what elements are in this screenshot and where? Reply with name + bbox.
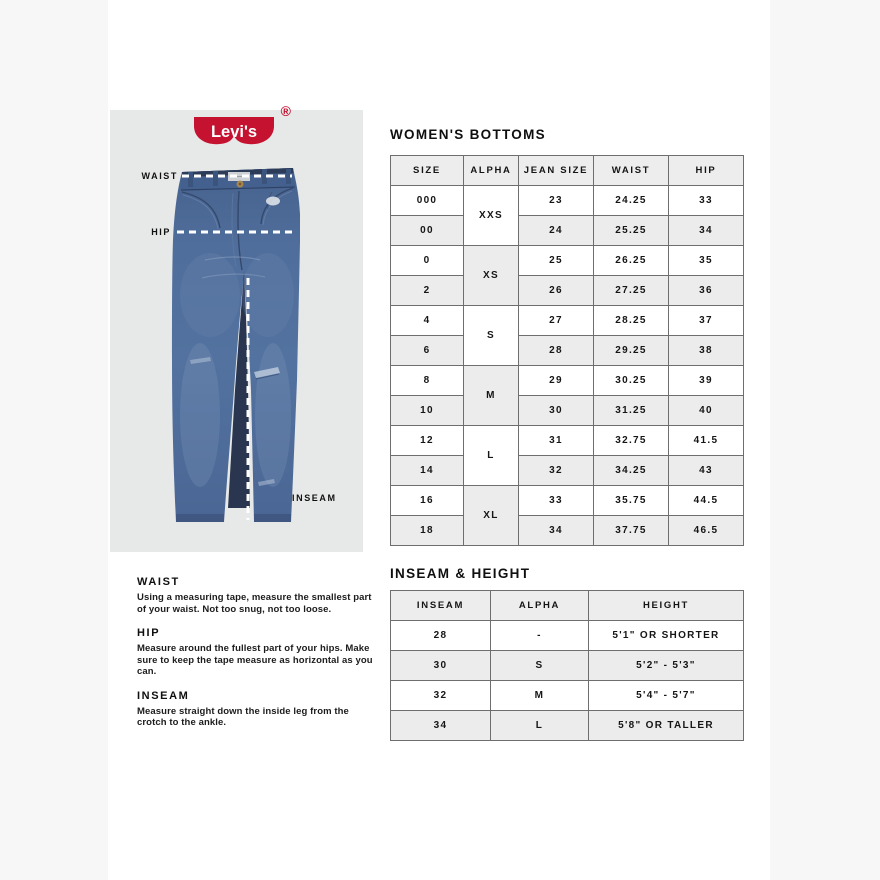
column-header: WAIST: [594, 156, 669, 186]
waist-cell: 28.25: [594, 306, 669, 336]
alpha-group-cell: XL: [464, 486, 519, 546]
instruction-text: Measure straight down the inside leg from the crotch to the ankle.: [137, 705, 349, 728]
instruction-heading: INSEAM: [137, 689, 190, 702]
column-header: INSEAM: [391, 591, 491, 621]
table-row: [391, 516, 744, 546]
jean-size-cell: 29: [519, 366, 594, 396]
waist-cell: 31.25: [594, 396, 669, 426]
alpha-cell: S: [491, 651, 589, 681]
size-cell: 16: [391, 486, 464, 516]
waist-cell: 30.25: [594, 366, 669, 396]
hip-cell: 34: [669, 216, 744, 246]
hip-cell: 41.5: [669, 426, 744, 456]
height-cell: 5'1" OR SHORTER: [589, 621, 744, 651]
hip-cell: 44.5: [669, 486, 744, 516]
instruction-text: Using a measuring tape, measure the smallest part of your waist. Not too snug, not too loose.: [137, 592, 372, 615]
height-cell: 5'8" OR TALLER: [589, 711, 744, 741]
inseam-cell: 34: [391, 711, 491, 741]
jean-size-cell: 25: [519, 246, 594, 276]
column-header: HEIGHT: [589, 591, 744, 621]
alpha-group-cell: XXS: [464, 186, 519, 246]
hip-cell: 46.5: [669, 516, 744, 546]
waist-label: WAIST: [141, 171, 178, 181]
table-row: [391, 336, 744, 366]
alpha-group-cell: L: [464, 426, 519, 486]
waist-cell: 24.25: [594, 186, 669, 216]
hip-cell: 38: [669, 336, 744, 366]
size-cell: 8: [391, 366, 464, 396]
column-header: JEAN SIZE: [519, 156, 594, 186]
column-header: ALPHA: [491, 591, 589, 621]
table-row: [391, 681, 744, 711]
bottoms-table-title: WOMEN'S BOTTOMS: [390, 127, 546, 142]
jean-size-cell: 27: [519, 306, 594, 336]
inseam-table-title: INSEAM & HEIGHT: [390, 566, 531, 581]
table-row: [391, 711, 744, 741]
waist-cell: 35.75: [594, 486, 669, 516]
size-cell: 12: [391, 426, 464, 456]
inseam-label: INSEAM: [292, 493, 337, 503]
inseam-cell: 30: [391, 651, 491, 681]
height-cell: 5'4" - 5'7": [589, 681, 744, 711]
size-cell: 000: [391, 186, 464, 216]
table-row: [391, 456, 744, 486]
waist-cell: 26.25: [594, 246, 669, 276]
bottoms-table: [390, 155, 744, 546]
hip-cell: 40: [669, 396, 744, 426]
alpha-cell: L: [491, 711, 589, 741]
table-row: [391, 396, 744, 426]
jean-size-cell: 26: [519, 276, 594, 306]
table-row: [391, 366, 744, 396]
inseam-cell: 32: [391, 681, 491, 711]
bottoms-table-body: [391, 186, 744, 546]
size-cell: 6: [391, 336, 464, 366]
jean-size-cell: 32: [519, 456, 594, 486]
size-cell: 00: [391, 216, 464, 246]
levis-batwing-icon: [193, 117, 275, 149]
table-row: [391, 651, 744, 681]
measure-instructions: [137, 576, 379, 741]
inseam-table: [390, 590, 744, 741]
waist-cell: 34.25: [594, 456, 669, 486]
table-row: [391, 306, 744, 336]
hip-cell: 43: [669, 456, 744, 486]
size-cell: 14: [391, 456, 464, 486]
jean-size-cell: 30: [519, 396, 594, 426]
hip-cell: 33: [669, 186, 744, 216]
jean-size-cell: 34: [519, 516, 594, 546]
size-guide-content: [108, 0, 770, 880]
size-cell: 2: [391, 276, 464, 306]
height-cell: 5'2" - 5'3": [589, 651, 744, 681]
hip-cell: 36: [669, 276, 744, 306]
jean-size-cell: 31: [519, 426, 594, 456]
table-row: [391, 276, 744, 306]
column-header: SIZE: [391, 156, 464, 186]
inseam-table-body: [391, 621, 744, 741]
waist-cell: 32.75: [594, 426, 669, 456]
registered-trademark-icon: ®: [280, 103, 291, 119]
size-cell: 18: [391, 516, 464, 546]
table-row: [391, 426, 744, 456]
inseam-cell: 28: [391, 621, 491, 651]
alpha-group-cell: S: [464, 306, 519, 366]
instruction-heading: HIP: [137, 627, 161, 639]
levis-logo-text: Levi's: [210, 123, 258, 141]
alpha-group-cell: XS: [464, 246, 519, 306]
column-header: ALPHA: [464, 156, 519, 186]
table-row: [391, 186, 744, 216]
instruction-heading: WAIST: [137, 576, 180, 588]
levis-logo: [193, 104, 291, 148]
table-row: [391, 486, 744, 516]
size-cell: 10: [391, 396, 464, 426]
instruction-text: Measure around the fullest part of your hips. Make sure to keep the tape measure as horizontal as you can.: [137, 643, 373, 677]
waist-cell: 37.75: [594, 516, 669, 546]
size-cell: 4: [391, 306, 464, 336]
hip-cell: 37: [669, 306, 744, 336]
jean-size-cell: 28: [519, 336, 594, 366]
hip-cell: 35: [669, 246, 744, 276]
waist-cell: 27.25: [594, 276, 669, 306]
size-cell: 0: [391, 246, 464, 276]
alpha-cell: -: [491, 621, 589, 651]
table-row: [391, 621, 744, 651]
alpha-group-cell: M: [464, 366, 519, 426]
jean-size-cell: 33: [519, 486, 594, 516]
inseam-header-row: [391, 591, 744, 621]
column-header: HIP: [669, 156, 744, 186]
waist-cell: 29.25: [594, 336, 669, 366]
table-row: [391, 216, 744, 246]
jean-size-cell: 24: [519, 216, 594, 246]
jean-size-cell: 23: [519, 186, 594, 216]
table-row: [391, 246, 744, 276]
waist-cell: 25.25: [594, 216, 669, 246]
bottoms-header-row: [391, 156, 744, 186]
alpha-cell: M: [491, 681, 589, 711]
hip-cell: 39: [669, 366, 744, 396]
hip-label: HIP: [151, 227, 171, 237]
